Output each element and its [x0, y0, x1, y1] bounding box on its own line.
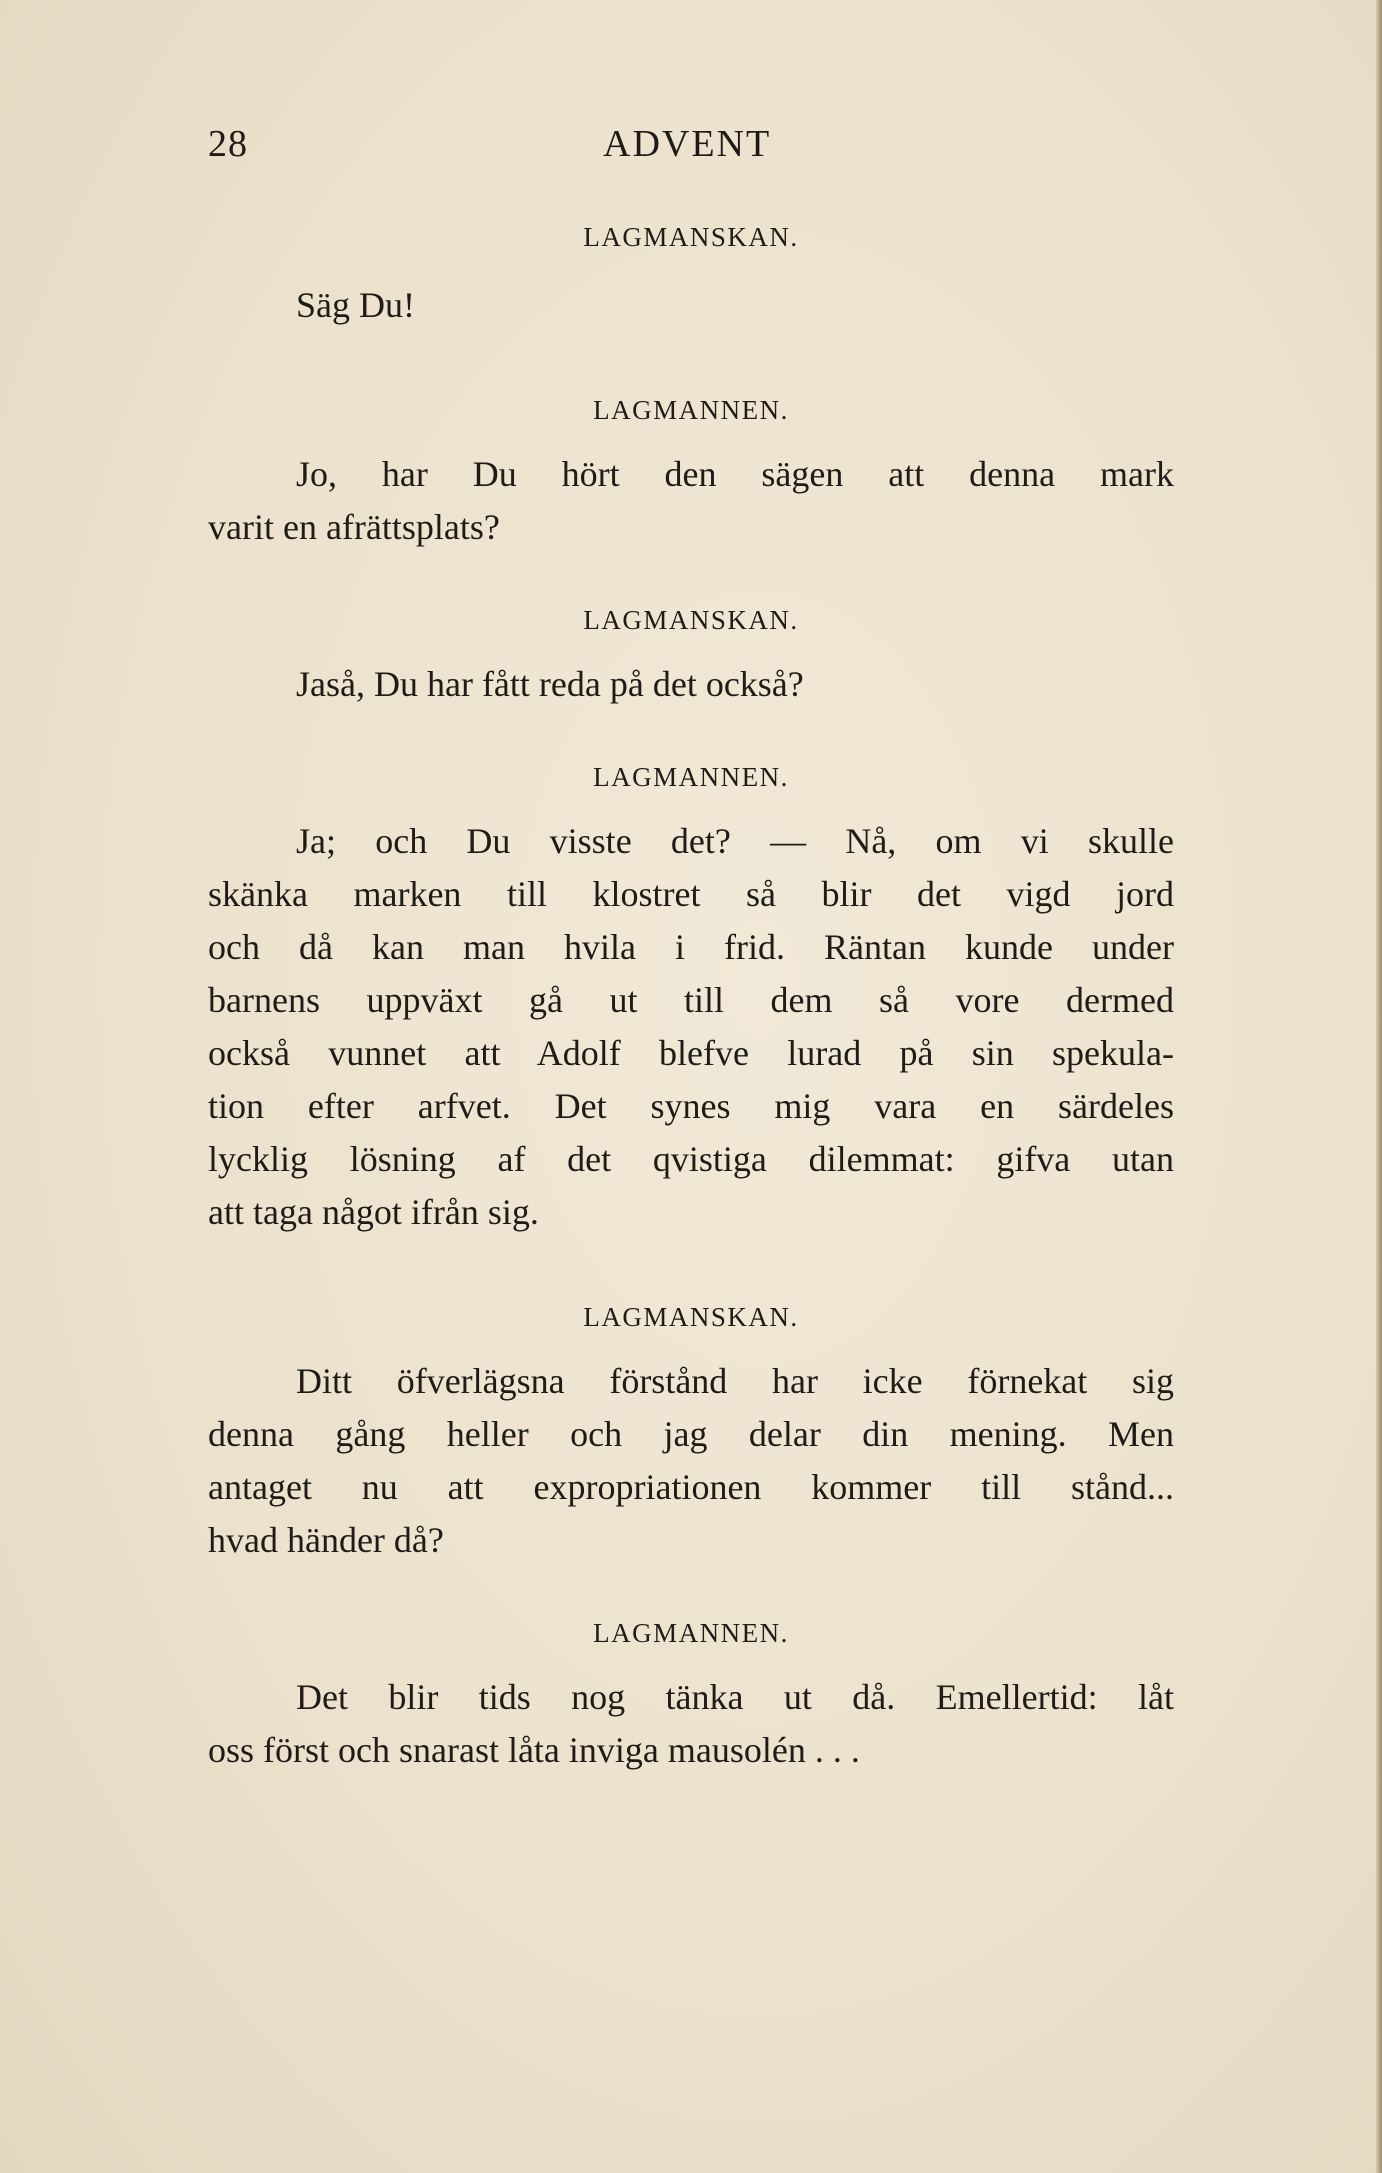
dialogue-block [208, 755, 1174, 1239]
dialogue-line: och då kan man hvila i frid. Räntan kunde under [208, 927, 1174, 967]
dialogue-line: också vunnet att Adolf blefve lurad på sin spekula- [208, 1033, 1174, 1073]
page-header [208, 122, 1208, 182]
dialogue-block [208, 215, 1174, 332]
dialogue-line: denna gång heller och jag delar din mening. Men [208, 1414, 1174, 1454]
dialogue-line: varit en afrättsplats? [208, 507, 500, 547]
dialogue-line: hvad händer då? [208, 1520, 444, 1560]
dialogue-block [208, 388, 1174, 554]
dialogue-line: Ditt öfverlägsna förstånd har icke förnekat sig [296, 1361, 1174, 1401]
dialogue-block [208, 1611, 1174, 1777]
dialogue-line: Säg Du! [296, 285, 415, 325]
speaker-name: LAGMANSKAN. [583, 605, 799, 635]
dialogue-line: antaget nu att expropriationen kommer till stånd... [208, 1467, 1174, 1507]
speaker-name: LAGMANNEN. [593, 395, 789, 425]
dialogue-line: barnens uppväxt gå ut till dem så vore dermed [208, 980, 1174, 1020]
dialogue-block [208, 598, 1174, 711]
speaker-name: LAGMANNEN. [593, 762, 789, 792]
speaker-name: LAGMANSKAN. [583, 1302, 799, 1332]
dialogue-block [208, 1295, 1174, 1567]
running-title: ADVENT [603, 123, 772, 165]
speaker-name: LAGMANNEN. [593, 1618, 789, 1648]
dialogue-line: Jaså, Du har fått reda på det också? [296, 664, 804, 704]
page-edge [1376, 0, 1382, 2173]
dialogue-line: skänka marken till klostret så blir det vigd jord [208, 874, 1174, 914]
dialogue-line: Jo, har Du hört den sägen att denna mark [296, 454, 1174, 494]
dialogue-line: tion efter arfvet. Det synes mig vara en särdeles [208, 1086, 1174, 1126]
page-body [208, 215, 1174, 1777]
dialogue-line: Det blir tids nog tänka ut då. Emellertid: låt [296, 1677, 1174, 1717]
dialogue-line: lycklig lösning af det qvistiga dilemmat: gifva utan [208, 1139, 1174, 1179]
dialogue-line: oss först och snarast låta inviga mausolén . . . [208, 1730, 860, 1770]
dialogue-line: att taga något ifrån sig. [208, 1192, 539, 1232]
page-number: 28 [208, 123, 248, 165]
dialogue-line: Ja; och Du visste det? — Nå, om vi skulle [296, 821, 1174, 861]
speaker-name: LAGMANSKAN. [583, 222, 799, 252]
